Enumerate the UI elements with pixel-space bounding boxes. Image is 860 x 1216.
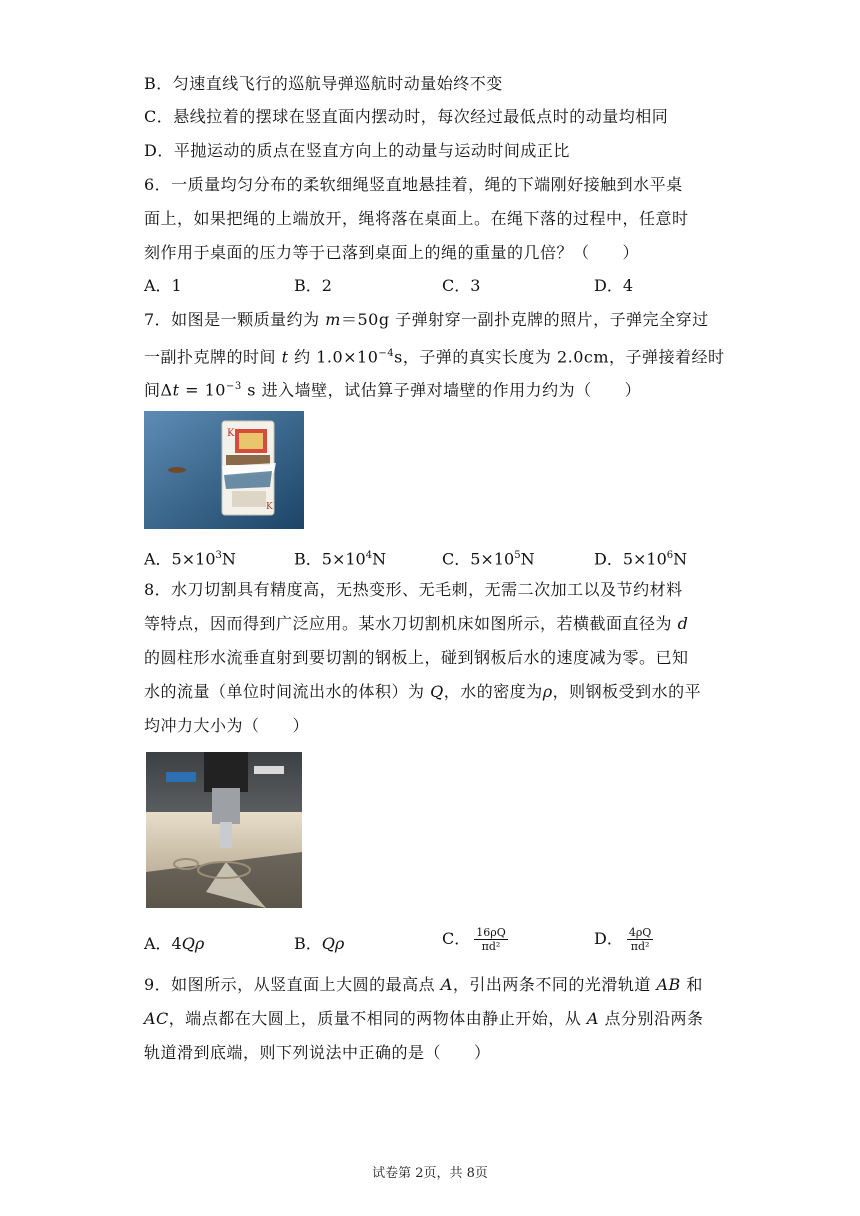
q7-option-c (442, 546, 535, 569)
q8-option-a (144, 934, 204, 954)
q7-text2-d: s，子弹的真实长度为 2.0cm，子弹接着经时 (394, 347, 725, 367)
q9-text2-d: 点分别沿两条 (598, 1009, 704, 1028)
q8-c-pre: C． (442, 929, 471, 948)
q8-var-rho: ρ (542, 682, 553, 701)
q9-var-ab: AB (656, 975, 681, 994)
q8-c-num: 16ρQ (476, 926, 506, 939)
q7-text3-a: 间Δ (144, 380, 173, 400)
q7-a-post: N (221, 549, 236, 569)
q7-var-m: m (325, 310, 341, 329)
q8-text4-c: ，水的密度为 (443, 682, 543, 701)
q6-text-line3: 刻作用于桌面的压力等于已落到桌面上的绳的重量的几倍？（ ） (144, 243, 640, 262)
q7-option-d (594, 546, 687, 569)
q8-b-pre: B． (294, 934, 322, 953)
q7-d-sup: 6 (666, 550, 674, 561)
q9-text-a: 9．如图所示，从竖直面上大圆的最高点 (144, 975, 441, 994)
q9-text-e: 和 (680, 975, 703, 994)
q7-c-pre: C．5×10 (442, 549, 515, 569)
q9-var-a: A (440, 975, 453, 994)
q8-d-fraction (627, 926, 653, 953)
bullet-icon (168, 467, 186, 473)
q8-d-den: πd² (630, 940, 650, 953)
q7-text-c: ＝50g 子弹射穿一副扑克牌的照片，子弹完全穿过 (340, 310, 709, 329)
playing-card-icon (222, 421, 276, 515)
q7-text-line2 (144, 344, 725, 367)
q7-b-pre: B．5×10 (294, 549, 366, 569)
q7-a-sup: 3 (215, 550, 222, 561)
q7-option-a (144, 546, 236, 569)
q9-text-line1 (144, 975, 703, 995)
q7-b-post: N (372, 549, 387, 569)
page-footer: 试卷第 2页，共 8页 (372, 1166, 488, 1181)
q8-a-pre: A．4 (144, 934, 182, 953)
q7-text-line1 (144, 310, 709, 330)
q8-option-d (594, 926, 653, 953)
q9-text2-b: ，端点都在大圆上，质量不相同的两物体由静止开始，从 (168, 1009, 587, 1028)
q6-text-line2: 面上，如果把绳的上端放开，绳将落在桌面上。在绳下落的过程中，任意时 (144, 209, 689, 228)
q7-b-sup: 4 (365, 550, 373, 561)
q7-option-b (294, 546, 386, 569)
q8-text-line5: 均冲力大小为（ ） (144, 716, 310, 735)
q6-option-b: B．2 (294, 276, 332, 295)
q7-c-post: N (520, 549, 535, 569)
q8-text2: 等特点，因而得到广泛应用。某水刀切割机床如图所示，若横截面直径为 (144, 614, 673, 633)
q8-var-d: d (677, 614, 689, 633)
q7-text-line3 (144, 377, 641, 400)
q7-var-t: t (281, 347, 289, 367)
q6-text-line1: 6．一质量均匀分布的柔软细绳竖直地悬挂着，绳的下端刚好接触到水平桌 (144, 175, 683, 194)
q8-text-line1: 8．水刀切割具有精度高，无热变形、无毛刺，无需二次加工以及节约材料 (144, 580, 683, 599)
q6-option-a: A．1 (144, 276, 182, 295)
q8-d-num: 4ρQ (628, 926, 652, 939)
q9-text-line3: 轨道滑到底端，则下列说法中正确的是（ ） (144, 1043, 491, 1062)
q9-text-c: ，引出两条不同的光滑轨道 (452, 975, 657, 994)
q7-d-post: N (673, 549, 688, 569)
q8-c-den: πd² (481, 940, 501, 953)
q8-a-var: Qρ (181, 934, 205, 953)
q7-text3-c: = 10 (179, 380, 226, 400)
q9-text-line2 (144, 1009, 704, 1029)
q7-text2-a: 一副扑克牌的时间 (144, 347, 282, 367)
q6-option-d: D．4 (594, 276, 634, 295)
q5-option-c: C．悬线拉着的摆球在竖直面内摆动时，每次经过最低点时的动量均相同 (144, 107, 669, 126)
q8-text4-a: 水的流量（单位时间流出水的体积）为 (144, 682, 431, 701)
q8-option-b (294, 934, 344, 954)
q7-c-sup: 5 (514, 550, 521, 561)
q7-photo-bullet-cards (144, 411, 304, 529)
svg-text:K: K (266, 502, 273, 512)
q7-exp: −4 (378, 348, 395, 359)
q7-var-t2: t (172, 380, 180, 400)
q6-option-c: C．3 (442, 276, 481, 295)
q8-b-var: Qρ (321, 934, 345, 953)
q7-text3-d: s 进入墙壁，试估算子弹对墙壁的作用力约为（ ） (241, 380, 642, 400)
q7-text2-c: 约 1.0×10 (288, 347, 379, 367)
q7-exp2: −3 (225, 381, 242, 392)
q8-text4-e: ，则钢板受到水的平 (552, 682, 702, 701)
q7-a-pre: A．5×10 (144, 549, 216, 569)
q7-text-a: 7．如图是一颗质量约为 (144, 310, 326, 329)
q8-option-c (442, 926, 508, 953)
q9-var-a2: A (586, 1009, 599, 1028)
q8-text-line4 (144, 682, 701, 702)
q5-option-b: B．匀速直线飞行的巡航导弹巡航时动量始终不变 (144, 74, 503, 93)
svg-text:K: K (227, 428, 235, 439)
q8-text-line2 (144, 614, 688, 634)
q8-text-line3: 的圆柱形水流垂直射到要切割的钢板上，碰到钢板后水的速度减为零。已知 (144, 648, 689, 667)
q7-d-pre: D．5×10 (594, 549, 667, 569)
q8-c-fraction (474, 926, 507, 953)
q9-var-ac: AC (144, 1009, 169, 1028)
q8-photo-waterjet-cutter (146, 752, 302, 908)
q5-option-d: D．平抛运动的质点在竖直方向上的动量与运动时间成正比 (144, 141, 570, 160)
q8-d-pre: D． (594, 929, 623, 948)
q8-var-q: Q (430, 682, 444, 701)
